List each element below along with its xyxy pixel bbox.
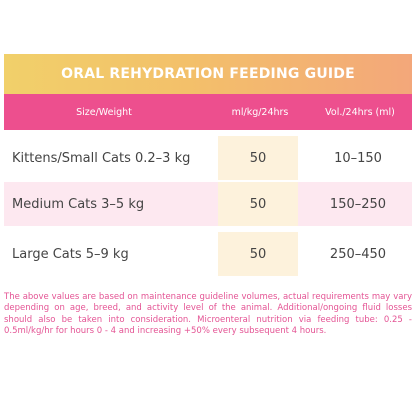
ml-per-kg-cell: 50	[218, 182, 298, 226]
ml-per-kg-cell: 50	[218, 232, 298, 276]
column-header-volume: Vol./24hrs (ml)	[325, 106, 395, 118]
size-cell: Large Cats 5–9 kg	[12, 246, 129, 262]
table-row	[4, 232, 412, 276]
table-row	[4, 136, 412, 180]
size-cell: Medium Cats 3–5 kg	[12, 196, 145, 212]
column-header-size: Size/Weight	[76, 106, 132, 118]
size-cell: Kittens/Small Cats 0.2–3 kg	[12, 150, 191, 166]
ml-per-kg-cell: 50	[218, 136, 298, 180]
footnote-text: The above values are based on maintenance guideline volumes, actual requirements may vary depending on age, breed, and activity level of the animal. Additional/ongoing fluid losses should also be taken into consideration. Microenteral nutrition via feeding tube: 0.25 - 0.5ml/kg/hr for hours 0 - 4 and increasing +50% every subsequent 4 hours.	[4, 292, 412, 337]
column-header-ml-per-kg: ml/kg/24hrs	[231, 106, 289, 118]
volume-cell: 150–250	[329, 196, 387, 212]
volume-cell: 250–450	[329, 246, 387, 262]
table-row	[4, 182, 412, 226]
guide-title: ORAL REHYDRATION FEEDING GUIDE	[61, 66, 355, 82]
table-header	[4, 94, 412, 130]
volume-cell: 10–150	[334, 150, 382, 166]
title-banner	[4, 54, 412, 94]
